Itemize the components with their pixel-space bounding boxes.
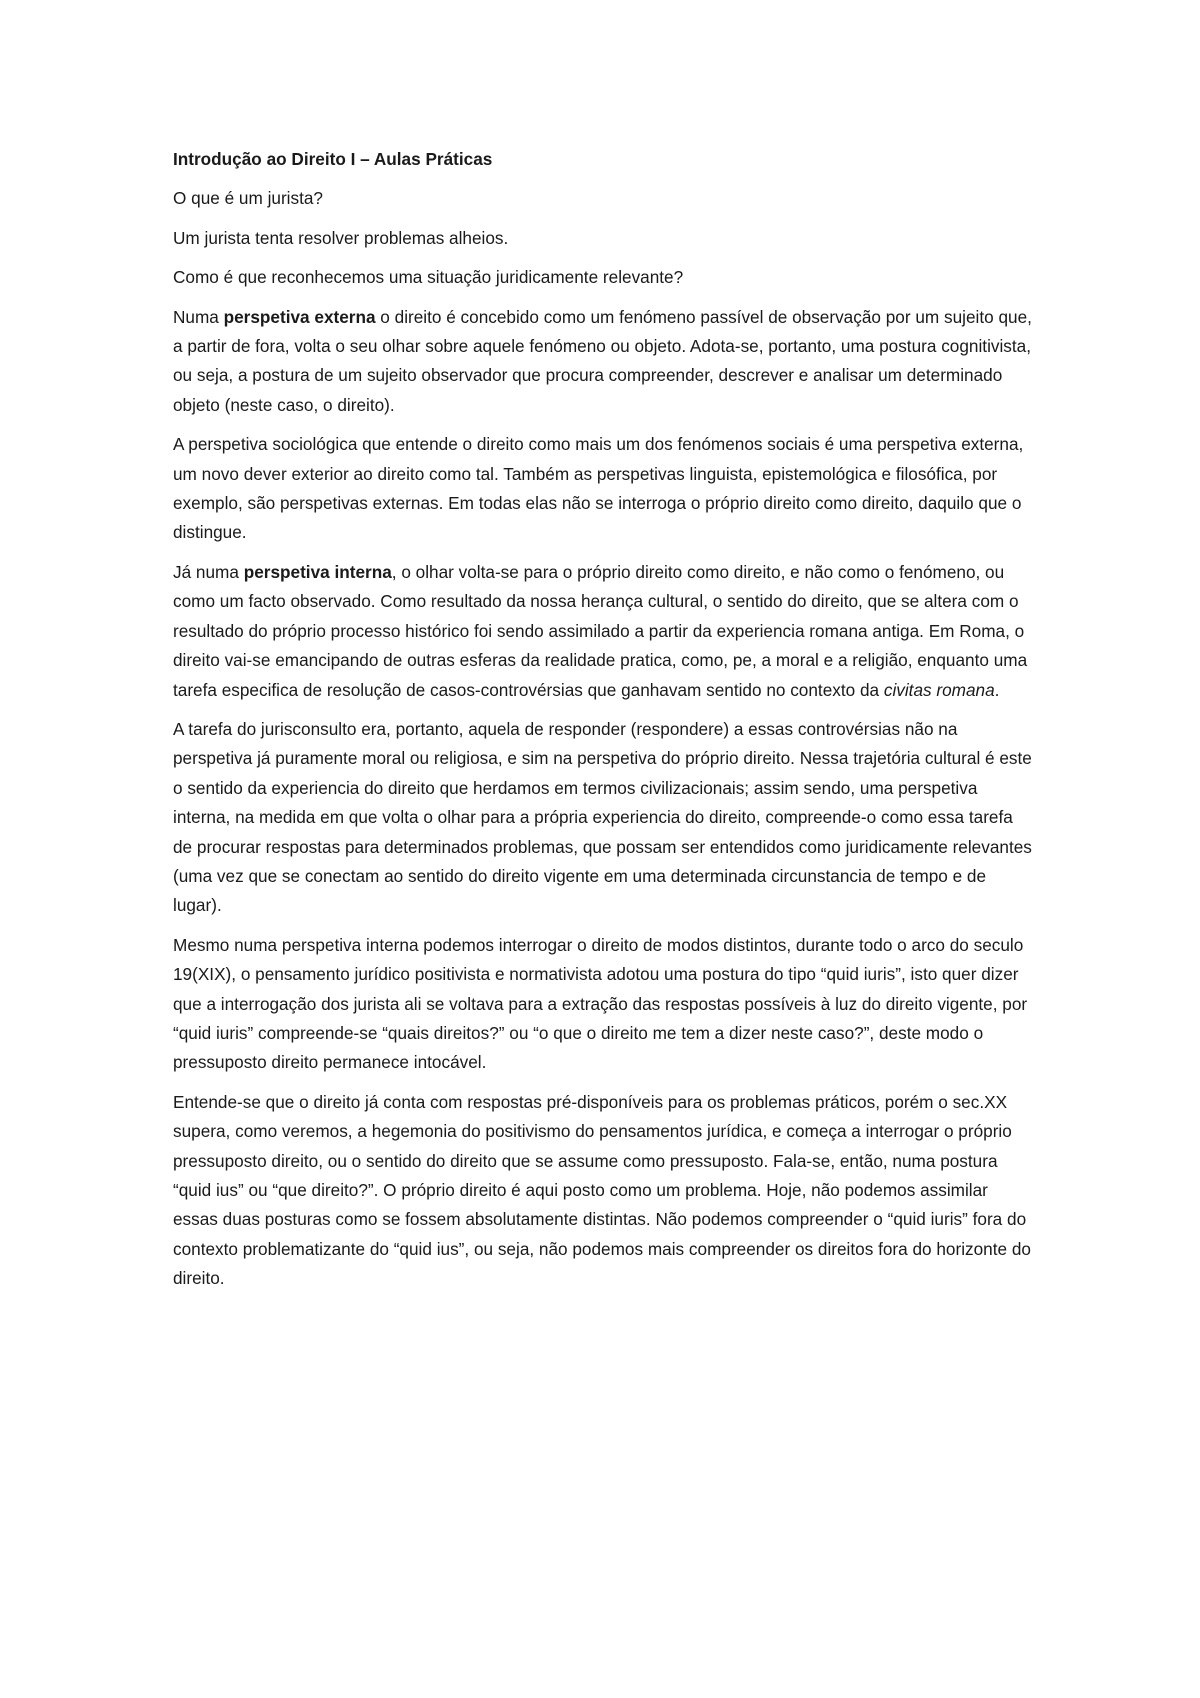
answer-paragraph: Um jurista tenta resolver problemas alheios. <box>173 227 509 248</box>
p3-mid: , o olhar volta-se para o próprio direito como direito, e não como o fenómeno, ou como um facto observado. Como resultado da nossa herança cultural, o sentido do direito, que se altera com o resultado do próprio processo histórico foi sendo assimilado a partir da experiencia romana antiga. Em Roma, o direito vai-se emancipando de outras esferas da realidade pratica, como, pe, a moral e a religião, enquanto uma tarefa especifica de resolução de casos-controvérsias que ganhavam sentido no contexto da <box>173 561 1028 700</box>
p1-post: o direito é concebido como um fenómeno passível de observação por um sujeito que, a partir de fora, volta o seu olhar sobre aquele fenómeno ou objeto. Adota-se, portanto, uma postura cognitivista, ou seja, a postura de um sujeito observador que procura compreender, descrever e analisar um determinado objeto (neste caso, o direito). <box>173 306 1032 415</box>
question-paragraph: O que é um jurista? <box>173 188 323 209</box>
p1-pre: Numa <box>173 306 224 327</box>
document-title: Introdução ao Direito I – Aulas Práticas <box>173 149 493 169</box>
paragraph-internal-perspective <box>173 558 1035 705</box>
p3-bold-term: perspetiva interna <box>243 561 392 582</box>
paragraph-jurisconsult: A tarefa do jurisconsulto era, portanto, aquela de responder (respondere) a essas controvérsias não na perspetiva já puramente moral ou religiosa, e sim na perspetiva do próprio direito. Nessa trajetória cultural é este o sentido da experiencia do direito que herdamos em termos civilizacionais; assim sendo, uma perspetiva interna, na medida em que volta o olhar para a própria experiencia do direito, compreende-o como essa tarefa de procurar respostas para determinados problemas, que possam ser entendidos como juridicamente relevantes (uma vez que se conectam ao sentido do direito vigente em uma determinada circunstancia de tempo e de lugar). <box>173 718 1032 916</box>
p1-bold-term: perspetiva externa <box>223 306 376 327</box>
paragraph-sociological: A perspetiva sociológica que entende o direito como mais um dos fenómenos sociais é uma perspetiva externa, um novo dever exterior ao direito como tal. Também as perspetivas linguista, epistemológica e filosófica, por exemplo, são perspetivas externas. Em todas elas não se interroga o próprio direito como direito, daquilo que o distingue. <box>173 434 1024 543</box>
question2-paragraph: Como é que reconhecemos uma situação juridicamente relevante? <box>173 267 684 288</box>
paragraph-quid-ius: Entende-se que o direito já conta com respostas pré-disponíveis para os problemas práticos, porém o sec.XX supera, como veremos, a hegemonia do positivismo do pensamentos jurídica, e começa a interrogar o próprio pressuposto direito, ou o sentido do direito que se assume como pressuposto. Fala-se, então, numa postura “quid ius” ou “que direito?”. O próprio direito é aqui posto como um problema. Hoje, não podemos assimilar essas duas posturas como se fossem absolutamente distintas. Não podemos compreender o “quid iuris” fora do contexto problematizante do “quid ius”, ou seja, não podemos mais compreender os direitos fora do horizonte do direito. <box>173 1091 1031 1289</box>
p3-post: . <box>994 679 1000 700</box>
paragraph-quid-iuris: Mesmo numa perspetiva interna podemos interrogar o direito de modos distintos, durante todo o arco do seculo 19(XIX), o pensamento jurídico positivista e normativista adotou uma postura do tipo “quid iuris”, isto quer dizer que a interrogação dos jurista ali se voltava para a extração das respostas possíveis à luz do direito vigente, por “quid iuris” compreende-se “quais direitos?” ou “o que o direito me tem a dizer neste caso?”, deste modo o pressuposto direito permanece intocável. <box>173 934 1028 1073</box>
paragraph-external-perspective <box>173 303 1035 421</box>
document-page <box>173 145 1035 1304</box>
p3-pre: Já numa <box>173 561 244 582</box>
p3-italic-term: civitas romana <box>883 679 995 700</box>
